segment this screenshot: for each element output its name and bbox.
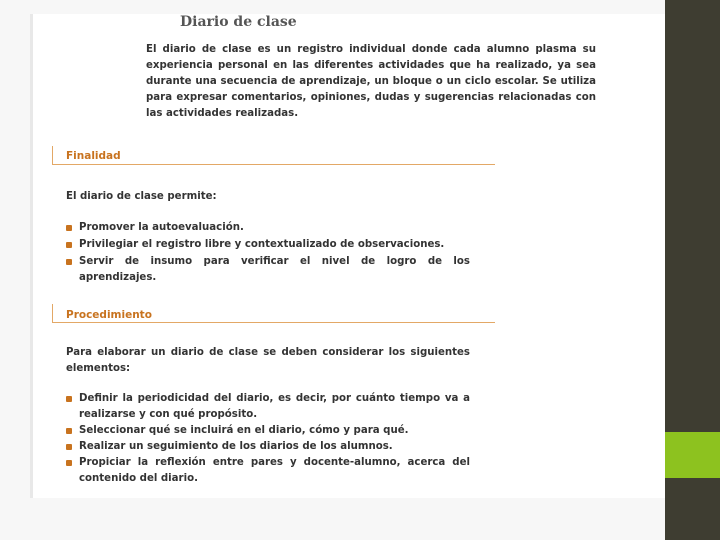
square-bullet-icon (66, 242, 72, 248)
procedimiento-lead: Para elaborar un diario de clase se deben considerar los siguientes elementos: (66, 347, 470, 374)
square-bullet-icon (66, 396, 72, 402)
procedimiento-list (66, 391, 470, 487)
list-item (66, 439, 470, 455)
square-bullet-icon (66, 460, 72, 466)
list-item (66, 220, 470, 236)
procedimiento-rule-edge (52, 304, 53, 322)
procedimiento-heading: Procedimiento (66, 309, 152, 321)
finalidad-heading: Finalidad (66, 150, 121, 162)
finalidad-rule (52, 164, 495, 165)
list-item-text: Seleccionar qué se incluirá en el diario, cómo y para qué. (79, 425, 409, 436)
list-item-text: Promover la autoevaluación. (79, 222, 244, 233)
list-item (66, 455, 470, 487)
list-item-text: Servir de insumo para verificar el nivel de logro de los aprendizajes. (79, 256, 470, 283)
list-item-text: Propiciar la reflexión entre pares y docente-alumno, acerca del contenido del diario. (79, 457, 470, 484)
finalidad-rule-edge (52, 146, 53, 164)
square-bullet-icon (66, 225, 72, 231)
intro-paragraph: El diario de clase es un registro individual donde cada alumno plasma su experiencia personal en las diferentes actividades que ha realizado, ya sea durante una secuencia de aprendizaje, un bloque o un ciclo escolar. Se utiliza para expresar comentarios, opiniones, dudas y sugerencias relacionadas con las actividades realizadas. (146, 44, 596, 119)
list-item (66, 391, 470, 423)
list-item-text: Privilegiar el registro libre y contextualizado de observaciones. (79, 239, 445, 250)
square-bullet-icon (66, 444, 72, 450)
list-item (66, 254, 470, 286)
square-bullet-icon (66, 259, 72, 265)
document-title: Diario de clase (180, 14, 297, 30)
finalidad-lead: El diario de clase permite: (66, 191, 217, 202)
slide-sidebar-accent (665, 432, 720, 478)
list-item (66, 237, 470, 253)
list-item (66, 423, 470, 439)
procedimiento-rule (52, 322, 495, 323)
list-item-text: Definir la periodicidad del diario, es decir, por cuánto tiempo va a realizarse y con qué propósito. (79, 393, 470, 420)
page-edge (30, 14, 33, 498)
square-bullet-icon (66, 428, 72, 434)
finalidad-list (66, 220, 470, 286)
list-item-text: Realizar un seguimiento de los diarios de los alumnos. (79, 441, 393, 452)
